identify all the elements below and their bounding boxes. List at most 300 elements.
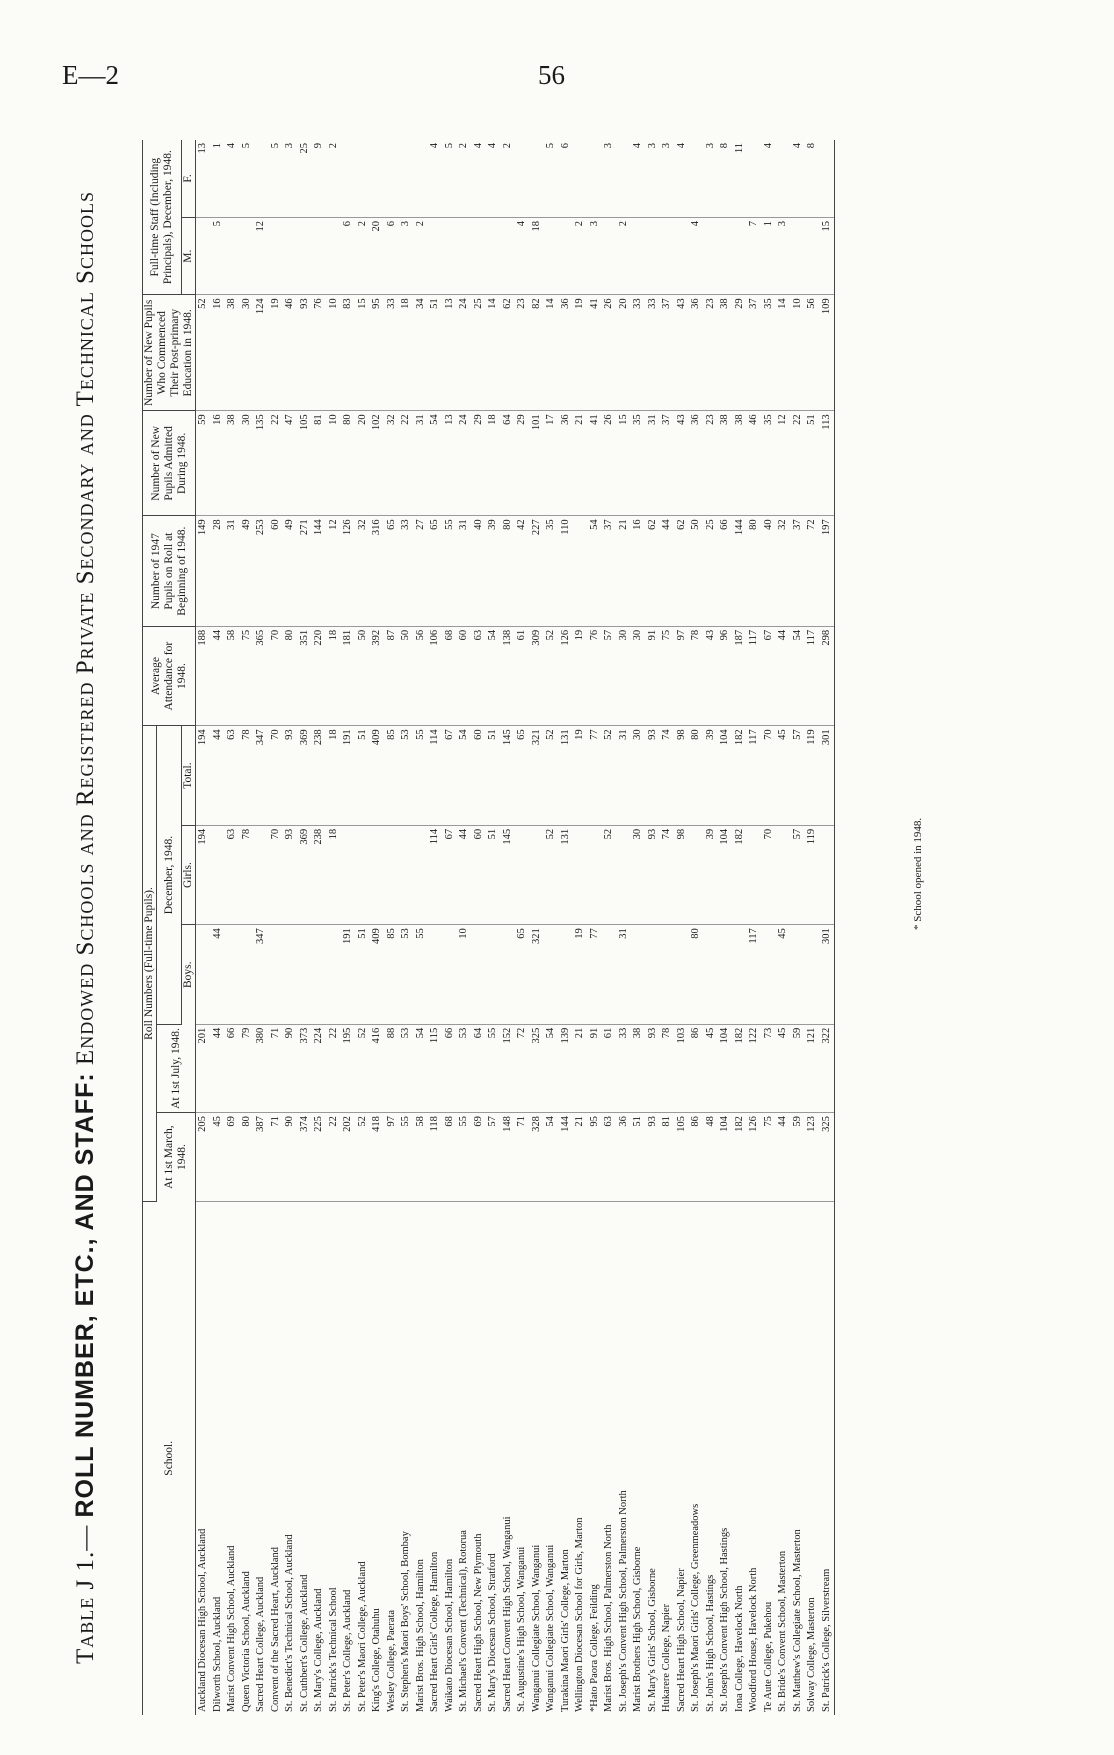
cell-staff-m [298, 217, 313, 294]
cell-new-commenced: 13 [443, 295, 458, 411]
col-new-commenced: Number of New Pupils Who Commenced Their Post-primary Education in 1948. [143, 295, 196, 411]
cell-at-march: 205 [196, 1113, 211, 1201]
table-row [312, 140, 327, 1715]
cell-avg-attendance: 76 [588, 626, 603, 725]
cell-new-admitted: 23 [704, 411, 719, 516]
cell-new-admitted: 41 [588, 411, 603, 516]
cell-at-march: 45 [211, 1113, 226, 1201]
cell-new-commenced: 37 [660, 295, 675, 411]
cell-boys: 191 [341, 925, 356, 1024]
cell-boys: 19 [573, 925, 588, 1024]
cell-total: 30 [631, 726, 646, 825]
cell-staff-m: 5 [211, 217, 226, 294]
cell-boys: 85 [385, 925, 400, 1024]
cell-new-admitted: 30 [240, 411, 255, 516]
table-row [254, 140, 269, 1715]
cell-avg-attendance: 78 [689, 626, 704, 725]
cell-school: Queen Victoria School, Auckland [240, 1571, 252, 1712]
cell-at-march: 95 [588, 1113, 603, 1201]
cell-avg-attendance: 117 [805, 626, 820, 725]
cell-total: 104 [718, 726, 733, 825]
cell-avg-attendance: 43 [704, 626, 719, 725]
cell-new-admitted: 24 [457, 411, 472, 516]
cell-pupils-1947: 54 [588, 516, 603, 627]
cell-boys [675, 925, 690, 1024]
cell-girls: 44 [457, 825, 472, 924]
cell-school: St. Joseph's Maori Girls' College, Greenmeadows [690, 1503, 702, 1712]
cell-school: St. Mary's College, Auckland [313, 1588, 325, 1712]
cell-avg-attendance: 91 [646, 626, 661, 725]
cell-at-march: 93 [646, 1113, 661, 1201]
cell-staff-f: 2 [327, 140, 342, 217]
cell-pupils-1947: 271 [298, 516, 313, 627]
cell-girls: 131 [559, 825, 574, 924]
cell-avg-attendance: 44 [211, 626, 226, 725]
cell-girls: 119 [805, 825, 820, 924]
cell-new-commenced: 23 [515, 295, 530, 411]
cell-girls [530, 825, 545, 924]
cell-pupils-1947: 32 [776, 516, 791, 627]
table-row [225, 140, 240, 1715]
cell-girls: 194 [196, 825, 211, 924]
cell-at-july: 73 [762, 1024, 777, 1112]
cell-staff-f [414, 140, 429, 217]
cell-staff-f: 4 [791, 140, 806, 217]
table-row [283, 140, 298, 1715]
cell-at-march: 105 [675, 1113, 690, 1201]
cell-girls [689, 825, 704, 924]
cell-staff-m [327, 217, 342, 294]
cell-at-july: 54 [544, 1024, 559, 1112]
cell-new-commenced: 16 [211, 295, 226, 411]
cell-boys [544, 925, 559, 1024]
cell-avg-attendance: 57 [602, 626, 617, 725]
cell-boys [225, 925, 240, 1024]
cell-at-july: 91 [588, 1024, 603, 1112]
table-row [559, 140, 574, 1715]
cell-new-admitted: 37 [660, 411, 675, 516]
cell-boys: 117 [747, 925, 762, 1024]
cell-new-commenced: 10 [791, 295, 806, 411]
col-staff-f: F. [182, 140, 196, 217]
cell-new-admitted: 26 [602, 411, 617, 516]
cell-at-march: 123 [805, 1113, 820, 1201]
cell-girls: 39 [704, 825, 719, 924]
cell-pupils-1947: 12 [327, 516, 342, 627]
cell-avg-attendance: 30 [631, 626, 646, 725]
table-row [805, 140, 820, 1715]
cell-at-july: 224 [312, 1024, 327, 1112]
cell-school: Convent of the Sacred Heart, Auckland [269, 1546, 281, 1712]
cell-new-commenced: 15 [356, 295, 371, 411]
cell-new-admitted: 54 [428, 411, 443, 516]
col-at-july: At 1st July, 1948. [157, 1024, 196, 1112]
cell-girls [573, 825, 588, 924]
cell-pupils-1947: 31 [457, 516, 472, 627]
cell-school: St. Mary's Diocesan School, Stratford [487, 1553, 499, 1712]
cell-girls: 145 [501, 825, 516, 924]
cell-pupils-1947: 21 [617, 516, 632, 627]
cell-new-admitted: 38 [718, 411, 733, 516]
cell-new-admitted: 113 [820, 411, 835, 516]
cell-pupils-1947: 49 [240, 516, 255, 627]
cell-at-july: 33 [617, 1024, 632, 1112]
cell-school: King's College, Otahuhu [371, 1608, 383, 1712]
cell-at-march: 182 [733, 1113, 748, 1201]
col-at-march: At 1st March, 1948. [157, 1113, 196, 1201]
cell-staff-m [283, 217, 298, 294]
cell-pupils-1947: 144 [733, 516, 748, 627]
table-row [414, 140, 429, 1715]
cell-staff-m: 6 [385, 217, 400, 294]
cell-at-march: 374 [298, 1113, 313, 1201]
cell-at-march: 52 [356, 1113, 371, 1201]
table-row [269, 140, 284, 1715]
cell-pupils-1947: 37 [602, 516, 617, 627]
cell-pupils-1947: 50 [689, 516, 704, 627]
cell-staff-f [747, 140, 762, 217]
cell-new-commenced: 82 [530, 295, 545, 411]
cell-new-commenced: 20 [617, 295, 632, 411]
cell-at-july: 195 [341, 1024, 356, 1112]
cell-girls: 18 [327, 825, 342, 924]
cell-school: St. Peter's College, Auckland [342, 1589, 354, 1712]
cell-total: 182 [733, 726, 748, 825]
cell-at-july: 380 [254, 1024, 269, 1112]
cell-staff-f: 4 [225, 140, 240, 217]
table-row [399, 140, 414, 1715]
cell-avg-attendance: 70 [269, 626, 284, 725]
cell-total: 19 [573, 726, 588, 825]
cell-staff-m [631, 217, 646, 294]
cell-staff-m: 7 [747, 217, 762, 294]
cell-at-july: 139 [559, 1024, 574, 1112]
cell-staff-m [501, 217, 516, 294]
cell-boys [428, 925, 443, 1024]
cell-staff-m [443, 217, 458, 294]
cell-school: St. Patrick's College, Silverstream [820, 1201, 835, 1715]
cell-total: 369 [298, 726, 313, 825]
cell-new-commenced: 38 [718, 295, 733, 411]
cell-total: 70 [762, 726, 777, 825]
cell-staff-m [225, 217, 240, 294]
cell-total: 51 [356, 726, 371, 825]
cell-school: St. Stephen's Maori Boys' School, Bombay [400, 1531, 412, 1712]
cell-boys: 321 [530, 925, 545, 1024]
cell-avg-attendance: 19 [573, 626, 588, 725]
cell-staff-m: 2 [414, 217, 429, 294]
cell-avg-attendance: 18 [327, 626, 342, 725]
cell-staff-m: 2 [356, 217, 371, 294]
cell-at-march: 69 [472, 1113, 487, 1201]
cell-avg-attendance: 80 [283, 626, 298, 725]
cell-school: St. Peter's Maori College, Auckland [356, 1561, 368, 1712]
cell-school: *Hato Paora College, Feilding [588, 1584, 600, 1712]
cell-pupils-1947: 80 [501, 516, 516, 627]
col-boys: Boys. [182, 925, 196, 1024]
cell-total: 145 [501, 726, 516, 825]
col-staff-m: M. [182, 217, 196, 294]
cell-at-march: 75 [762, 1113, 777, 1201]
title-bold: ROLL NUMBER, ETC., AND STAFF: [71, 1072, 99, 1518]
cell-total: 77 [588, 726, 603, 825]
cell-staff-f [254, 140, 269, 217]
cell-pupils-1947: 40 [472, 516, 487, 627]
cell-school: St. Patrick's Technical School [327, 1587, 339, 1712]
cell-total: 45 [776, 726, 791, 825]
cell-at-july: 66 [443, 1024, 458, 1112]
cell-avg-attendance: 67 [762, 626, 777, 725]
cell-pupils-1947: 33 [399, 516, 414, 627]
table-row [196, 140, 211, 1715]
cell-total: 347 [254, 726, 269, 825]
cell-new-admitted: 59 [196, 411, 211, 516]
cell-girls [385, 825, 400, 924]
cell-at-july: 79 [240, 1024, 255, 1112]
cell-at-july: 182 [733, 1024, 748, 1112]
cell-pupils-1947: 40 [762, 516, 777, 627]
cell-girls: 63 [225, 825, 240, 924]
cell-new-commenced: 37 [747, 295, 762, 411]
cell-at-july: 52 [356, 1024, 371, 1112]
cell-staff-f: 4 [631, 140, 646, 217]
cell-girls: 114 [428, 825, 443, 924]
cell-at-march: 58 [414, 1113, 429, 1201]
cell-boys [791, 925, 806, 1024]
cell-staff-f: 8 [718, 140, 733, 217]
cell-new-admitted: 38 [225, 411, 240, 516]
cell-girls: 93 [646, 825, 661, 924]
cell-at-july: 104 [718, 1024, 733, 1112]
table-row [631, 140, 646, 1715]
cell-school: Hukarere College, Napier [661, 1603, 673, 1712]
cell-school: St. Augustine's High School, Wanganui [516, 1546, 528, 1712]
cell-staff-m: 4 [689, 217, 704, 294]
table-body [196, 140, 835, 1715]
cell-staff-f [370, 140, 385, 217]
cell-boys [312, 925, 327, 1024]
cell-at-march: 51 [631, 1113, 646, 1201]
cell-total: 44 [211, 726, 226, 825]
cell-new-admitted: 29 [472, 411, 487, 516]
cell-new-admitted: 13 [443, 411, 458, 516]
cell-new-commenced: 46 [283, 295, 298, 411]
cell-total: 57 [791, 726, 806, 825]
cell-girls: 57 [791, 825, 806, 924]
col-girls: Girls. [182, 825, 196, 924]
cell-new-admitted: 22 [399, 411, 414, 516]
cell-at-march: 71 [269, 1113, 284, 1201]
table-row [617, 140, 632, 1715]
cell-at-march: 81 [660, 1113, 675, 1201]
table-row [733, 140, 748, 1715]
cell-pupils-1947: 55 [443, 516, 458, 627]
cell-avg-attendance: 138 [501, 626, 516, 725]
cell-staff-m [428, 217, 443, 294]
cell-girls: 93 [283, 825, 298, 924]
cell-total: 194 [196, 726, 211, 825]
cell-avg-attendance: 126 [559, 626, 574, 725]
table-row [385, 140, 400, 1715]
cell-staff-m: 4 [515, 217, 530, 294]
cell-staff-f: 3 [283, 140, 298, 217]
table-row [776, 140, 791, 1715]
cell-avg-attendance: 309 [530, 626, 545, 725]
cell-new-admitted: 47 [283, 411, 298, 516]
table-row [298, 140, 313, 1715]
cell-total: 80 [689, 726, 704, 825]
table-row [573, 140, 588, 1715]
cell-pupils-1947: 253 [254, 516, 269, 627]
cell-new-admitted: 36 [689, 411, 704, 516]
table-row [515, 140, 530, 1715]
cell-at-july: 90 [283, 1024, 298, 1112]
cell-school: Te Aute College, Pukehou [762, 1601, 774, 1712]
table-row [370, 140, 385, 1715]
cell-total: 52 [602, 726, 617, 825]
cell-staff-f: 3 [704, 140, 719, 217]
table-row [443, 140, 458, 1715]
cell-at-july: 322 [820, 1024, 835, 1112]
cell-new-admitted: 10 [327, 411, 342, 516]
table-row [588, 140, 603, 1715]
table-row [501, 140, 516, 1715]
cell-staff-f [515, 140, 530, 217]
cell-new-commenced: 93 [298, 295, 313, 411]
cell-staff-f [588, 140, 603, 217]
cell-new-commenced: 83 [341, 295, 356, 411]
cell-avg-attendance: 97 [675, 626, 690, 725]
footnote: * School opened in 1948. [912, 817, 924, 930]
cell-boys [660, 925, 675, 1024]
cell-avg-attendance: 220 [312, 626, 327, 725]
cell-new-admitted: 46 [747, 411, 762, 516]
cell-new-commenced: 33 [631, 295, 646, 411]
cell-boys [602, 925, 617, 1024]
cell-girls [211, 825, 226, 924]
cell-school: Turakina Maori Girls' College, Marton [559, 1549, 571, 1712]
table-row [747, 140, 762, 1715]
cell-school: Sacred Heart College, Auckland [255, 1576, 267, 1712]
cell-new-admitted: 51 [805, 411, 820, 516]
cell-avg-attendance: 392 [370, 626, 385, 725]
cell-at-march: 118 [428, 1113, 443, 1201]
cell-staff-f: 5 [269, 140, 284, 217]
cell-avg-attendance: 60 [457, 626, 472, 725]
cell-pupils-1947: 316 [370, 516, 385, 627]
cell-boys [196, 925, 211, 1024]
cell-new-commenced: 18 [399, 295, 414, 411]
cell-staff-m [660, 217, 675, 294]
cell-at-july: 61 [602, 1024, 617, 1112]
cell-pupils-1947: 42 [515, 516, 530, 627]
cell-new-commenced: 24 [457, 295, 472, 411]
cell-staff-m [486, 217, 501, 294]
cell-total: 98 [675, 726, 690, 825]
cell-boys: 51 [356, 925, 371, 1024]
cell-new-admitted: 17 [544, 411, 559, 516]
cell-new-admitted: 15 [617, 411, 632, 516]
cell-school: Solway College, Masterton [806, 1597, 818, 1712]
cell-total: 321 [530, 726, 545, 825]
table-title [70, 140, 101, 1715]
cell-pupils-1947: 37 [791, 516, 806, 627]
cell-at-march: 55 [457, 1113, 472, 1201]
cell-total: 54 [457, 726, 472, 825]
cell-new-commenced: 34 [414, 295, 429, 411]
cell-at-march: 225 [312, 1113, 327, 1201]
cell-new-admitted: 36 [559, 411, 574, 516]
cell-total: 18 [327, 726, 342, 825]
cell-new-commenced: 23 [704, 295, 719, 411]
cell-school: St. John's High School, Hastings [704, 1574, 716, 1712]
cell-avg-attendance: 50 [356, 626, 371, 725]
cell-total: 31 [617, 726, 632, 825]
cell-avg-attendance: 44 [776, 626, 791, 725]
cell-new-commenced: 95 [370, 295, 385, 411]
cell-avg-attendance: 30 [617, 626, 632, 725]
cell-staff-m: 12 [254, 217, 269, 294]
cell-avg-attendance: 106 [428, 626, 443, 725]
cell-staff-m [805, 217, 820, 294]
table-row [327, 140, 342, 1715]
cell-at-july: 416 [370, 1024, 385, 1112]
cell-staff-f: 5 [240, 140, 255, 217]
cell-avg-attendance: 61 [515, 626, 530, 725]
cell-total: 51 [486, 726, 501, 825]
cell-girls: 182 [733, 825, 748, 924]
cell-at-july: 53 [457, 1024, 472, 1112]
cell-at-march: 71 [515, 1113, 530, 1201]
cell-avg-attendance: 75 [660, 626, 675, 725]
rotated-table-page [70, 140, 1030, 1715]
cell-at-july: 66 [225, 1024, 240, 1112]
cell-staff-m: 3 [776, 217, 791, 294]
cell-girls: 238 [312, 825, 327, 924]
cell-avg-attendance: 50 [399, 626, 414, 725]
cell-new-admitted: 29 [515, 411, 530, 516]
cell-at-march: 68 [443, 1113, 458, 1201]
cell-staff-f [356, 140, 371, 217]
cell-school: Sacred Heart High School, Napier [675, 1568, 687, 1712]
cell-pupils-1947: 80 [747, 516, 762, 627]
cell-pupils-1947: 27 [414, 516, 429, 627]
cell-school: Iona College, Havelock North [733, 1585, 745, 1712]
cell-at-march: 148 [501, 1113, 516, 1201]
cell-pupils-1947: 35 [544, 516, 559, 627]
roll-number-table [142, 140, 835, 1715]
cell-school: Waikato Diocesan School, Hamilton [443, 1558, 455, 1712]
cell-at-march: 59 [791, 1113, 806, 1201]
cell-total: 117 [747, 726, 762, 825]
cell-boys [298, 925, 313, 1024]
cell-total: 60 [472, 726, 487, 825]
cell-new-commenced: 76 [312, 295, 327, 411]
cell-pupils-1947: 31 [225, 516, 240, 627]
cell-girls [399, 825, 414, 924]
cell-new-admitted: 32 [385, 411, 400, 516]
cell-new-admitted: 35 [631, 411, 646, 516]
cell-at-july: 325 [530, 1024, 545, 1112]
cell-boys [283, 925, 298, 1024]
cell-avg-attendance: 87 [385, 626, 400, 725]
cell-staff-f: 3 [646, 140, 661, 217]
cell-boys [443, 925, 458, 1024]
cell-staff-m [791, 217, 806, 294]
cell-school: Woodford House, Havelock North [748, 1567, 760, 1712]
cell-pupils-1947: 66 [718, 516, 733, 627]
table-row [211, 140, 226, 1715]
